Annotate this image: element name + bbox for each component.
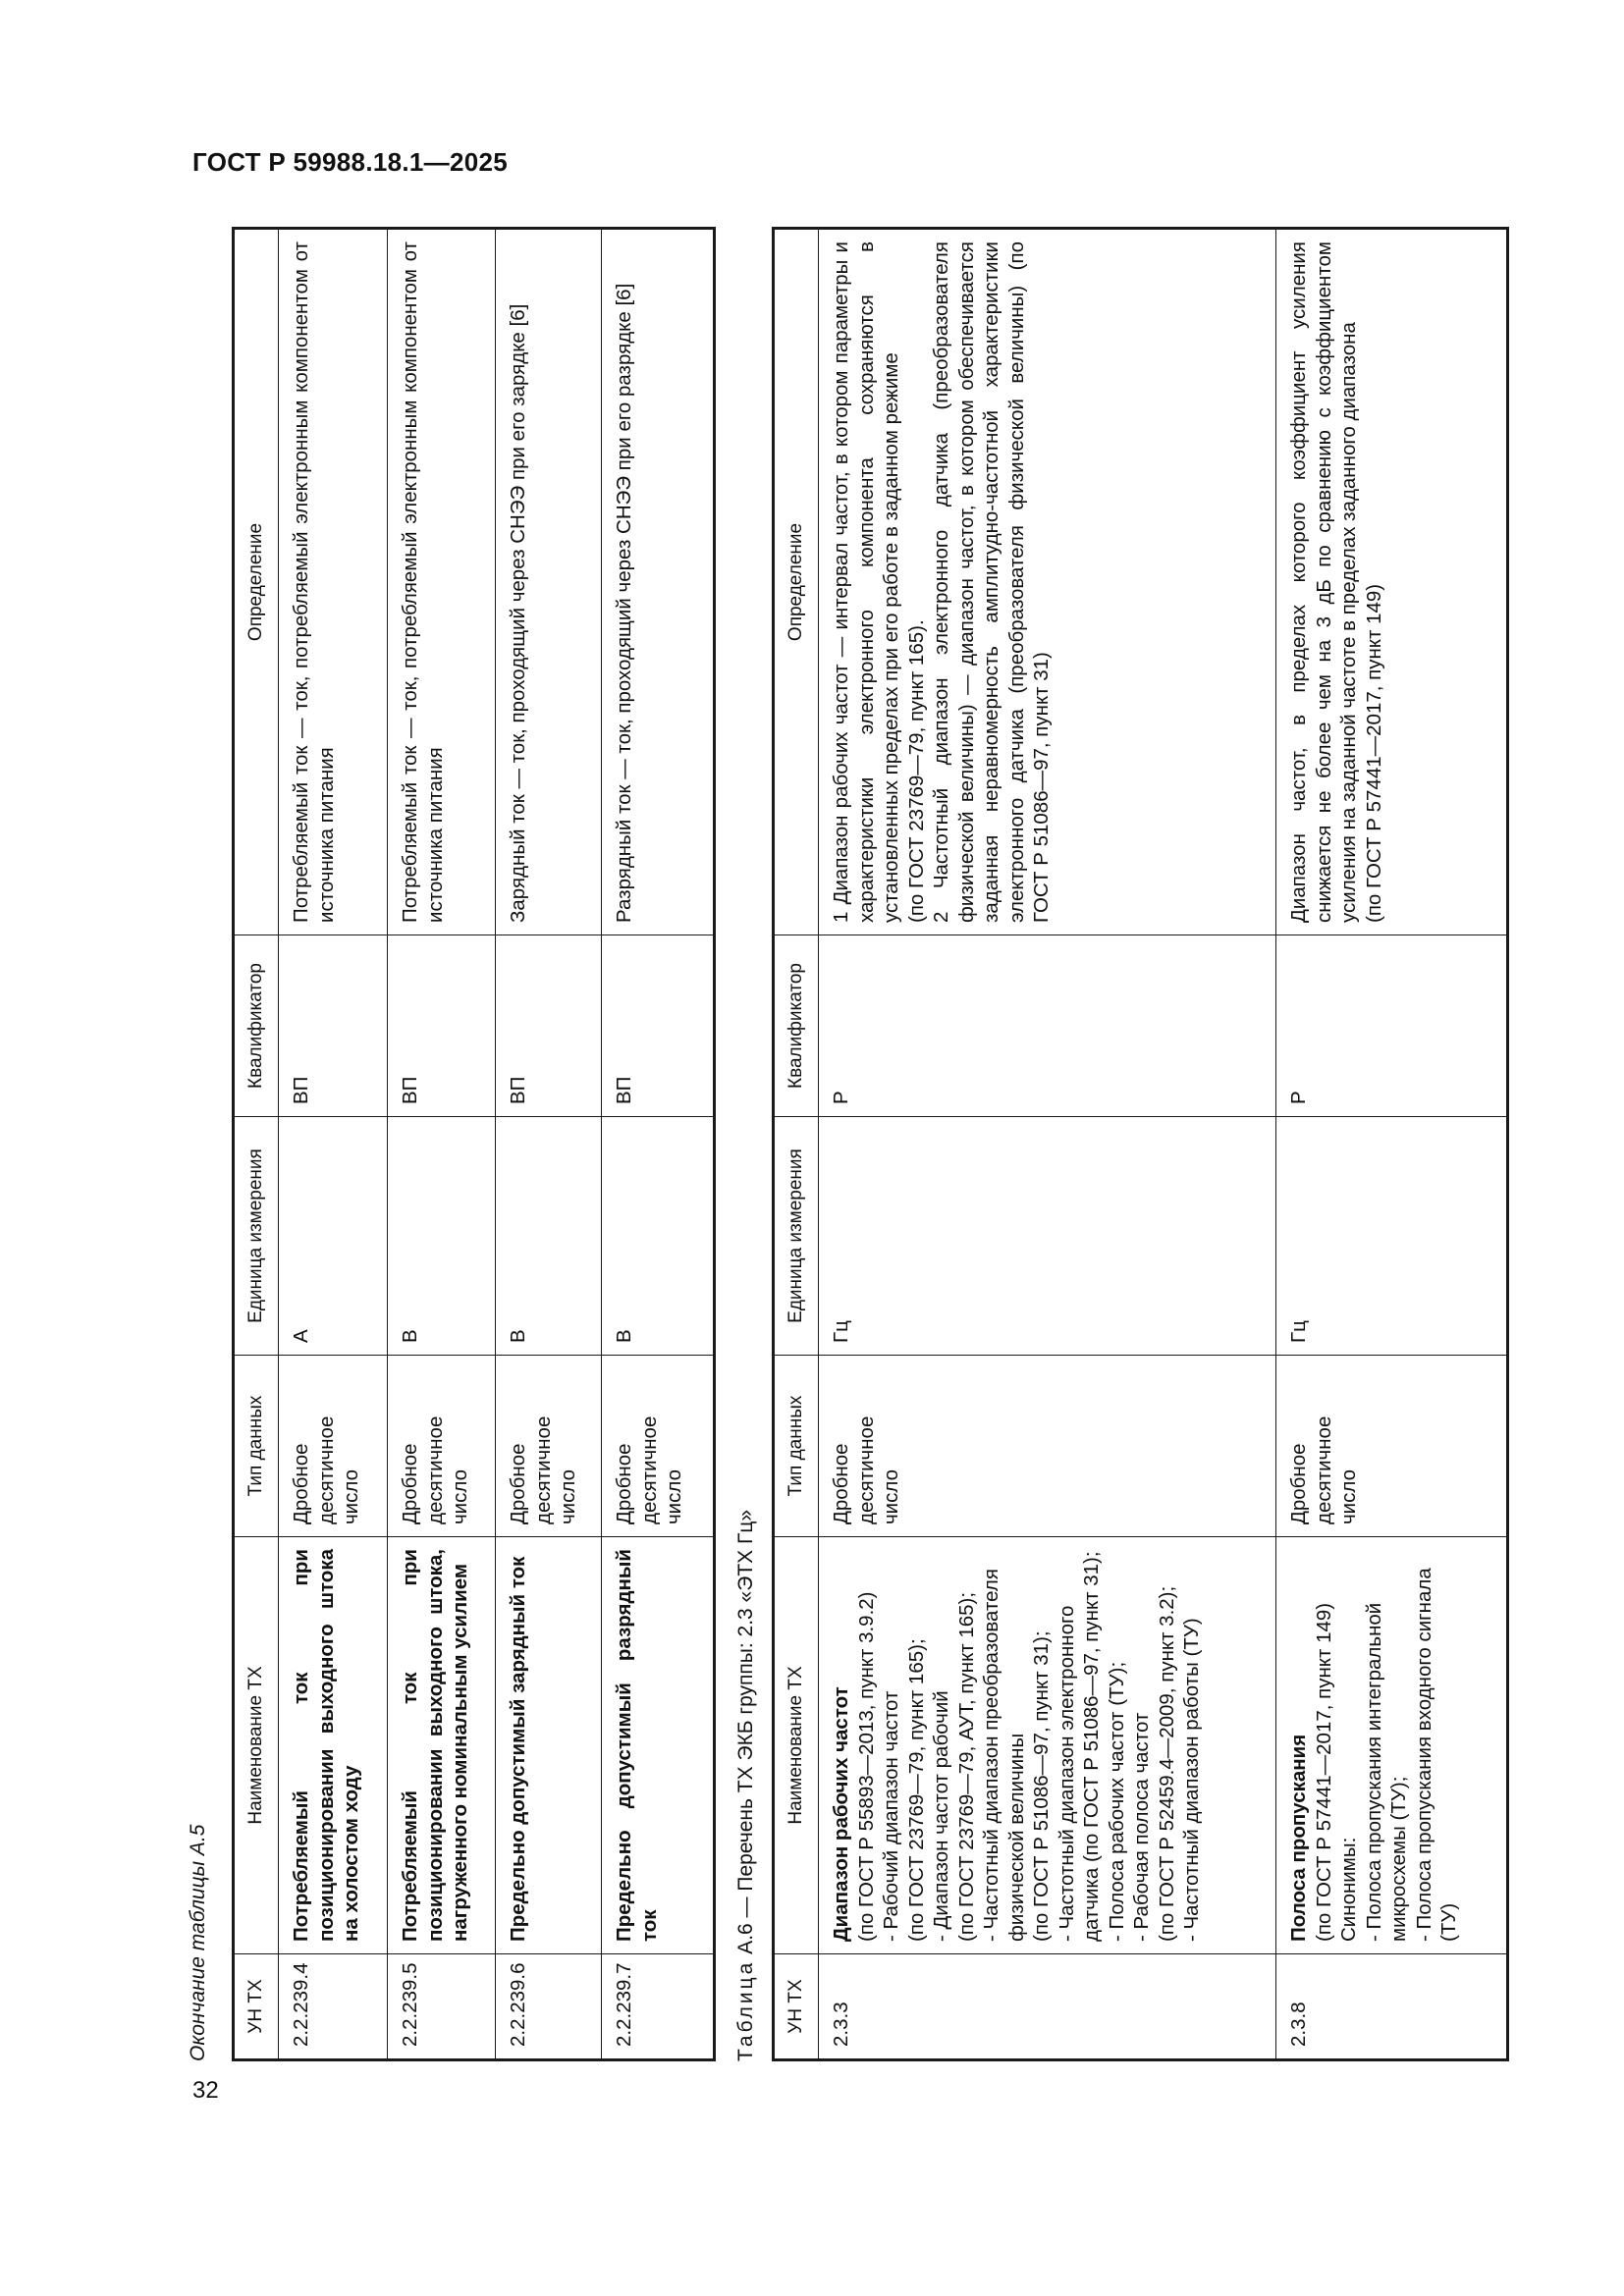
cell-id: 2.2.239.6 bbox=[496, 1954, 602, 2060]
cell-qualifier: Р bbox=[819, 935, 1276, 1117]
cell-type: Дробное десятичное число bbox=[279, 1356, 388, 1537]
cell-definition: Разрядный ток — ток, проходящий через СНЭЭ при его разрядке [6] bbox=[602, 229, 715, 935]
cell-name bbox=[1276, 1537, 1508, 1954]
definition-line: Диапазон частот, в пределах которого коэффициент усиления снижается не более чем на 3 дБ по сравнению с коэффициентом усиления на заданной частоте в пределах заданного диапазона bbox=[1287, 241, 1360, 923]
cell-unit: Гц bbox=[819, 1117, 1276, 1356]
cell-definition: Потребляемый ток — ток, потребляемый электронным компонентом от источника питания bbox=[388, 229, 496, 935]
col-header-definition: Определение bbox=[234, 229, 279, 935]
cell-name-title: Диапазон рабочих частот bbox=[830, 1686, 852, 1942]
cell-unit: В bbox=[602, 1117, 715, 1356]
cell-type: Дробное десятичное число bbox=[602, 1356, 715, 1537]
table-a6-caption bbox=[734, 1510, 758, 2061]
cell-type: Дробное десятичное число bbox=[388, 1356, 496, 1537]
name-line: (по ГОСТ Р 55893—2013, пункт 3.9.2) bbox=[854, 1591, 878, 1942]
col-header-type: Тип данных bbox=[774, 1356, 819, 1537]
col-header-id: УН ТХ bbox=[234, 1954, 279, 2060]
definition-line: (по ГОСТ Р 57441—2017, пункт 149) bbox=[1362, 583, 1385, 923]
cell-qualifier: ВП bbox=[279, 935, 388, 1117]
col-header-definition: Определение bbox=[774, 229, 819, 935]
cell-type: Дробное десятичное число bbox=[1276, 1356, 1508, 1537]
cell-type: Дробное десятичное число bbox=[496, 1356, 602, 1537]
name-line: - Полоса пропускания интегральной микросхемы (ТУ); bbox=[1362, 1602, 1410, 1942]
cell-name: Потребляемый ток при позиционировании выходного штока, нагруженного номинальным усилием bbox=[388, 1537, 496, 1954]
cell-name bbox=[819, 1537, 1276, 1954]
cell-definition bbox=[1276, 229, 1508, 935]
cell-qualifier: Р bbox=[1276, 935, 1508, 1117]
cell-definition bbox=[819, 229, 1276, 935]
cell-qualifier: ВП bbox=[388, 935, 496, 1117]
cell-name-title: Полоса пропускания bbox=[1287, 1734, 1310, 1942]
name-line: - Частотный диапазон электронного датчика (по ГОСТ Р 51086—97, пункт 31); bbox=[1055, 1551, 1103, 1942]
cell-type: Дробное десятичное число bbox=[819, 1356, 1276, 1537]
definition-line: (по ГОСТ 23769—79, пункт 165). bbox=[904, 619, 928, 923]
name-line: - Частотный диапазон преобразователя физической величины bbox=[980, 1569, 1028, 1942]
table-header-row bbox=[234, 229, 279, 2060]
cell-id: 2.3.8 bbox=[1276, 1954, 1508, 2060]
table-row bbox=[388, 229, 496, 2060]
table-header-row bbox=[774, 229, 819, 2060]
cell-name: Предельно допустимый зарядный ток bbox=[496, 1537, 602, 1954]
cell-unit: Гц bbox=[1276, 1117, 1508, 1356]
name-line: - Полоса пропускания входного сигнала (ТУ) bbox=[1412, 1568, 1460, 1942]
cell-definition: Зарядный ток — ток, проходящий через СНЭЭ при его зарядке [6] bbox=[496, 229, 602, 935]
table-row bbox=[819, 229, 1276, 2060]
table-a6-grid bbox=[772, 227, 1509, 2061]
cell-unit: А bbox=[279, 1117, 388, 1356]
document-code: ГОСТ Р 59988.18.1—2025 bbox=[192, 147, 508, 177]
col-header-qualifier: Квалификатор bbox=[774, 935, 819, 1117]
definition-line: 2 Частотный диапазон электронного датчика (преобразователя физической величины) — диапазон частот, в котором обеспечивается заданная неравномерность амплитудно-частотной характеристики электронного датчика (преобразователя физической величины) (по ГОСТ Р 51086—97, пункт 31) bbox=[930, 241, 1053, 923]
name-line: (по ГОСТ Р 52459.4—2009, пункт 3.2); bbox=[1155, 1585, 1178, 1942]
cell-unit: В bbox=[388, 1117, 496, 1356]
cell-name: Потребляемый ток при позиционировании выходного штока на холостом ходу bbox=[279, 1537, 388, 1954]
name-line: (по ГОСТ 23769—79, АУТ, пункт 165); bbox=[954, 1591, 978, 1942]
cell-unit: В bbox=[496, 1117, 602, 1356]
col-header-type: Тип данных bbox=[234, 1356, 279, 1537]
col-header-unit: Единица измерения bbox=[234, 1117, 279, 1356]
name-line: - Полоса рабочих частот (ТУ); bbox=[1105, 1661, 1128, 1942]
name-line: - Рабочий диапазон частот bbox=[880, 1690, 902, 1942]
cell-name: Предельно допустимый разрядный ток bbox=[602, 1537, 715, 1954]
col-header-qualifier: Квалификатор bbox=[234, 935, 279, 1117]
definition-line: 1 Диапазон рабочих частот — интервал частот, в котором параметры и характеристики электронного компонента сохраняются в установленных пределах при его работе в заданном режиме bbox=[830, 241, 902, 923]
table-a6-caption-text: А.6 — Перечень ТХ ЭКБ группы: 2.3 «ЭТХ Гц» bbox=[734, 1509, 757, 1954]
table-row bbox=[602, 229, 715, 2060]
table-row bbox=[1276, 229, 1508, 2060]
name-line: (по ГОСТ Р 51086—97, пункт 31); bbox=[1030, 1630, 1053, 1942]
cell-id: 2.3.3 bbox=[819, 1954, 1276, 2060]
name-line: (по ГОСТ Р 57441—2017, пункт 149) bbox=[1312, 1602, 1335, 1942]
col-header-unit: Единица измерения bbox=[774, 1117, 819, 1356]
table-a5-grid bbox=[232, 227, 716, 2061]
col-header-name: Наименование ТХ bbox=[234, 1537, 279, 1954]
cell-definition: Потребляемый ток — ток, потребляемый электронным компонентом от источника питания bbox=[279, 229, 388, 935]
cell-id: 2.2.239.7 bbox=[602, 1954, 715, 2060]
cell-qualifier: ВП bbox=[602, 935, 715, 1117]
name-line: - Диапазон частот рабочий bbox=[930, 1690, 952, 1942]
cell-id: 2.2.239.5 bbox=[388, 1954, 496, 2060]
table-row bbox=[279, 229, 388, 2060]
col-header-id: УН ТХ bbox=[774, 1954, 819, 2060]
table-a5 bbox=[232, 230, 717, 2061]
name-line: - Рабочая полоса частот bbox=[1130, 1712, 1153, 1942]
table-row bbox=[496, 229, 602, 2060]
col-header-name: Наименование ТХ bbox=[774, 1537, 819, 1954]
table-a6-caption-prefix: Таблица bbox=[734, 1959, 757, 2061]
table-a5-caption: Окончание таблицы А.5 bbox=[187, 1824, 209, 2061]
table-a6 bbox=[772, 230, 1504, 2061]
name-line: - Частотный диапазон работы (ТУ) bbox=[1180, 1618, 1203, 1942]
cell-id: 2.2.239.4 bbox=[279, 1954, 388, 2060]
page-number: 32 bbox=[192, 2077, 219, 2104]
cell-qualifier: ВП bbox=[496, 935, 602, 1117]
name-line: Синонимы: bbox=[1337, 1837, 1360, 1942]
name-line: (по ГОСТ 23769—79, пункт 165); bbox=[904, 1638, 928, 1942]
